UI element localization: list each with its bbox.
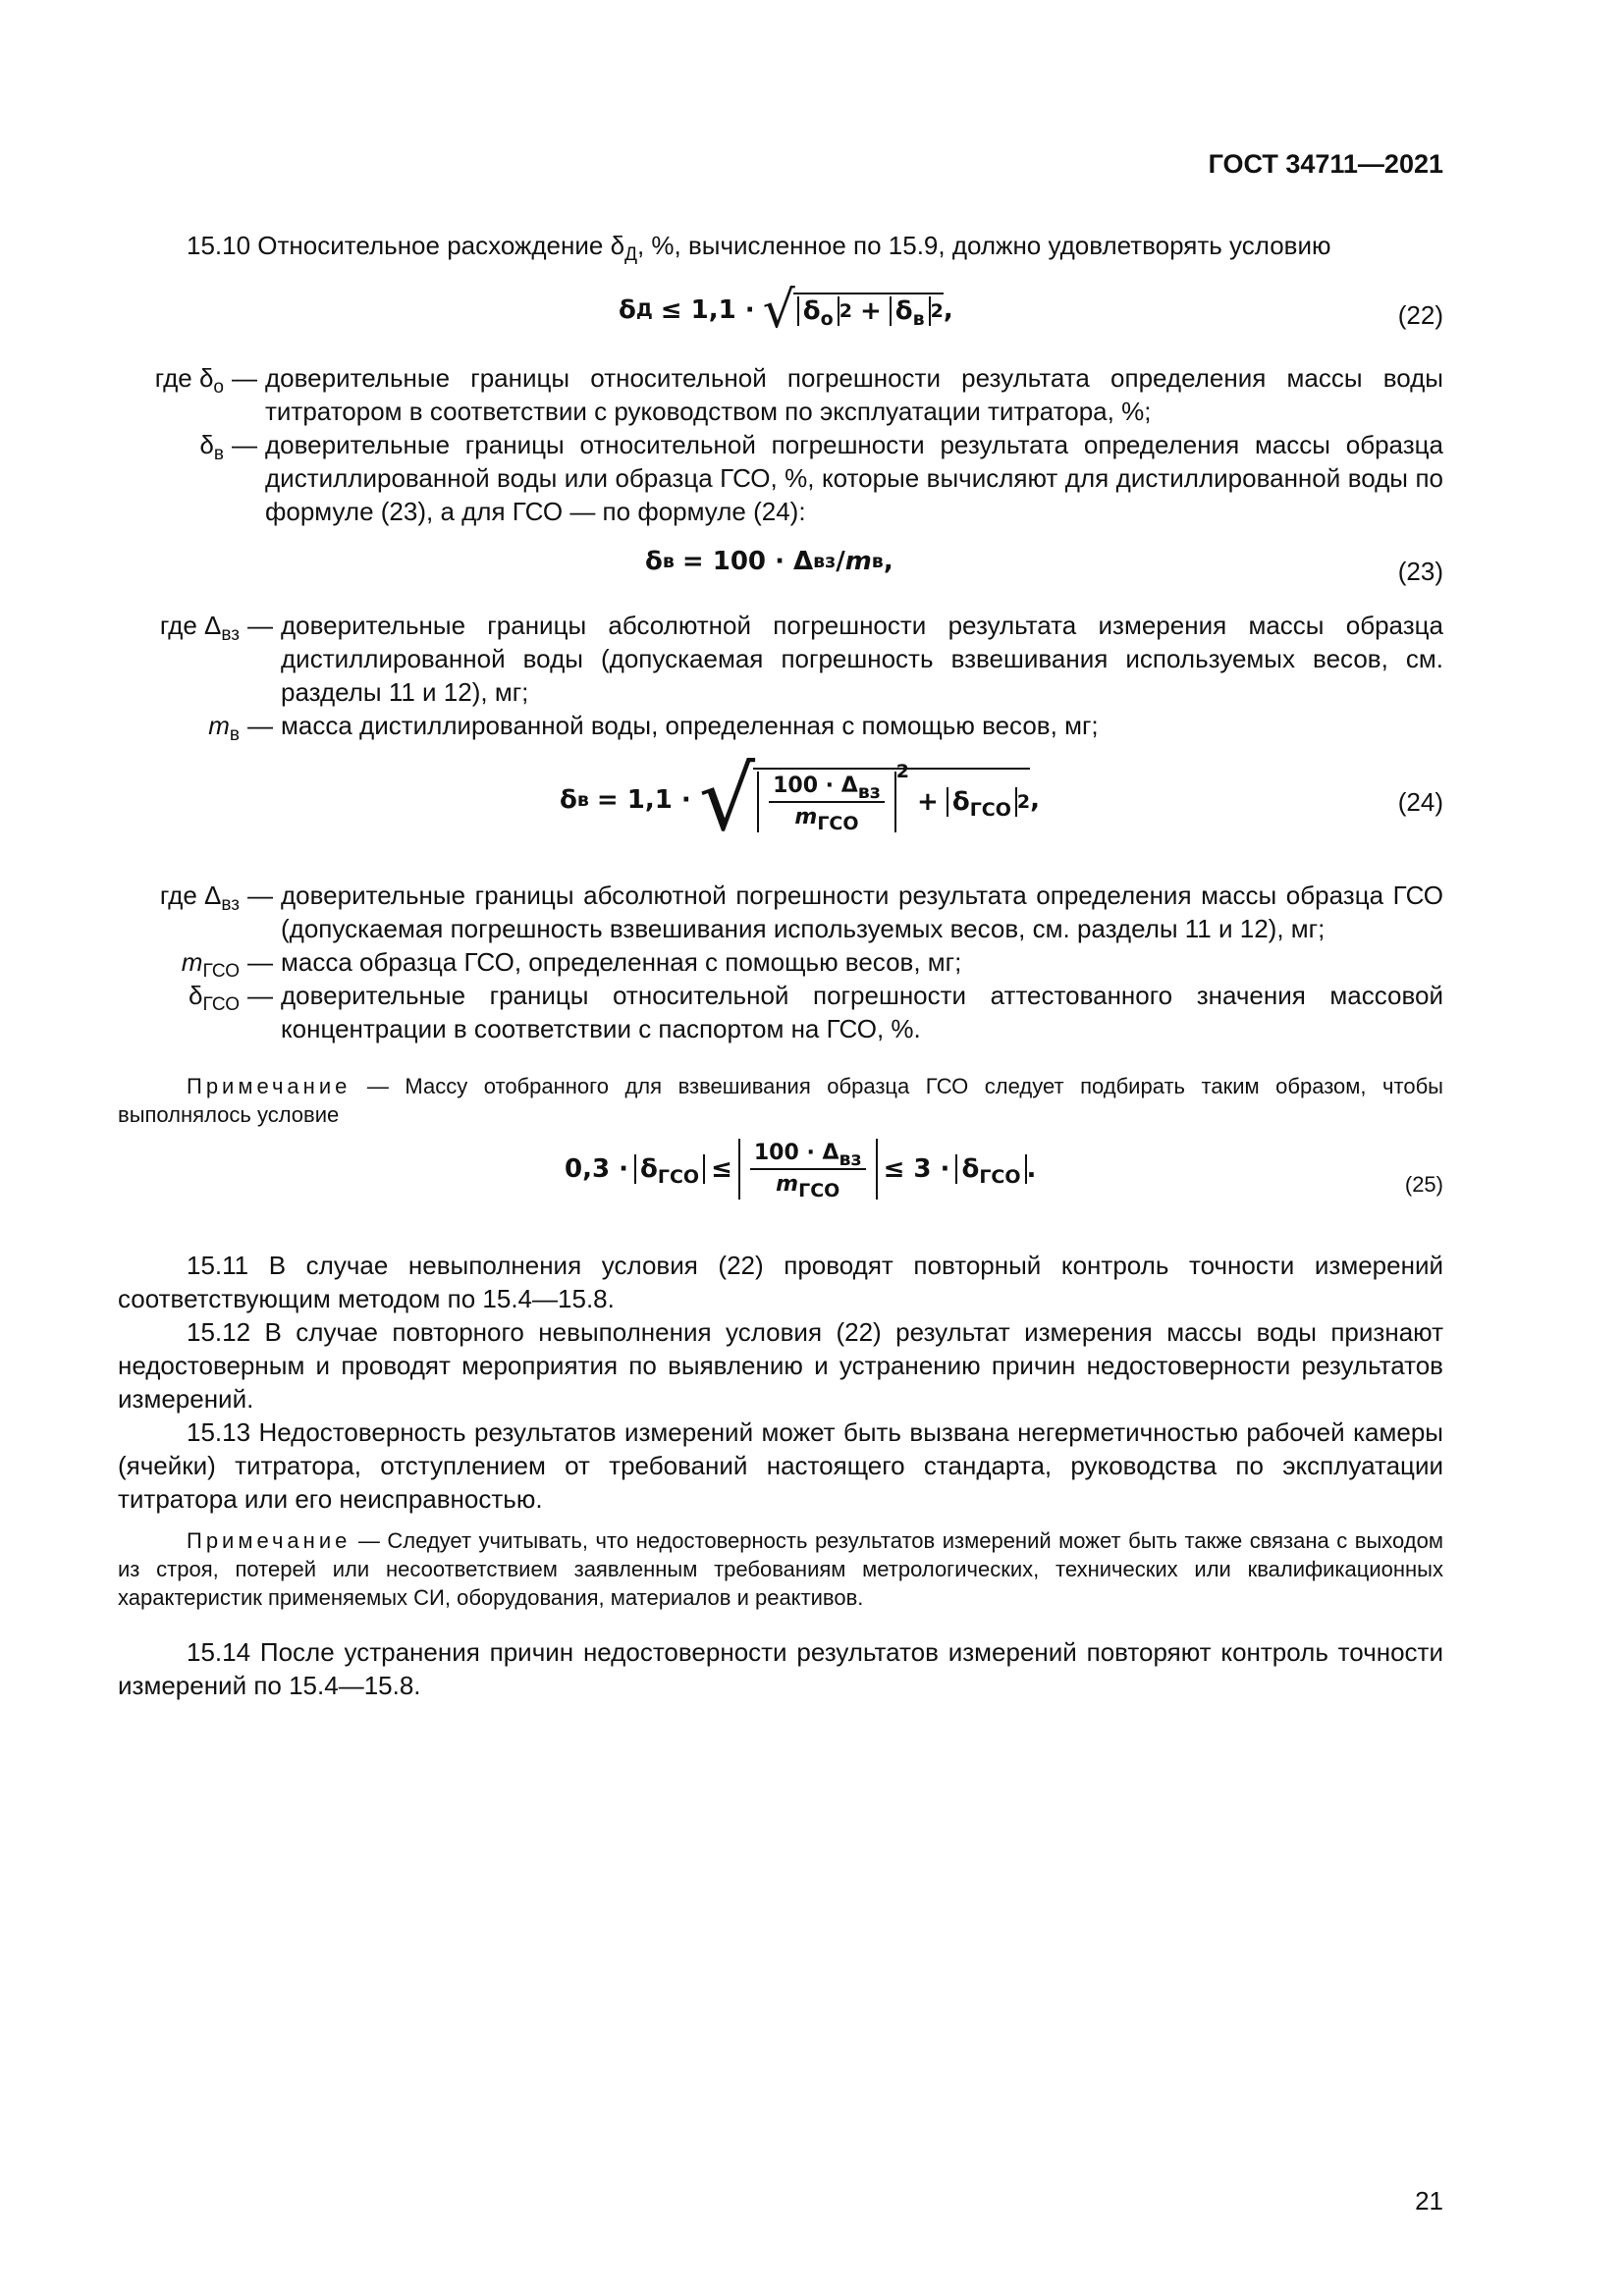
paragraph-15-14: 15.14 После устранения причин недостоверности результатов измерений повторяют контроль точности измерений по 15.4—15.8.: [118, 1637, 1443, 1700]
formula-24: [118, 748, 1443, 864]
definition-row: $\delta_в$ — доверительные границы относительной погрешности результата определения массы образца дистиллированной воды или образца ГСО, %, которые вычисляют для дистиллированной воды по формуле (23), а для ГСО — по формуле (24):: [199, 430, 1443, 526]
definition-row: где $\delta_о$ — доверительные границы относительной погрешности результата определения массы воды титратором в соответствии с руководством по эксплуатации титратора, %;: [154, 363, 1443, 426]
definitions-23: [118, 609, 1443, 745]
paragraph-15-12: 15.12 В случае повторного невыполнения условия (22) результат измерения массы воды признают недостоверным и проводят мероприятия по выявлению и устранению причин недостоверности результатов измерений.: [118, 1317, 1443, 1414]
formula-23-number: (23): [1397, 557, 1443, 586]
note-1: Примечание — Массу отобранного для взвешивания образца ГСО следует подбирать таким образом, чтобы выполнялось условие: [118, 1074, 1443, 1127]
formula-22-number: (22): [1397, 300, 1443, 330]
formula-22: [118, 275, 1443, 353]
paragraph-15-13: 15.13 Недостоверность результатов измерений может быть вызвана негерметичностью рабочей камеры (ячейки) титратора, отступлением от требований настоящего стандарта, руководства по эксплуатации титратора или его неисправностью.: [118, 1417, 1443, 1514]
formula-25-body: 0,3 · $\delta_{ГСО}$ ≤ $\frac{100 \cdot \Delta_{вз}}{m_{ГСО}}$ ≤ 3 · $\delta_{ГСО}$ .: [565, 1141, 1037, 1201]
formula-25-number: (25): [1404, 1172, 1443, 1197]
definition-row: где $\Delta_{вз}$ — доверительные границы абсолютной погрешности результата измерения массы образца дистиллированной воды (допускаемая погрешность взвешивания используемых весов, см. разделы 11 и 12), мг;: [159, 611, 1443, 707]
formula-24-body: δ в = 1,1 · √ $\frac{100 \cdot \Delta_{вз}}{m_{ГСО}}$ 2 + $\delta_{ГСО}$ 2 ,: [560, 748, 1041, 851]
paragraph-15-10: 15.10 Относительное расхождение $\delta_Д$, %, вычисленное по 15.9, должно удовлетворять условию: [187, 231, 1331, 265]
sqrt-symbol: √: [698, 748, 756, 851]
formula-24-number: (24): [1397, 787, 1443, 817]
formula-22-body: δ Д ≤ 1,1 · √ $\delta_о$ 2 + $\delta_в$ 2 ,: [619, 281, 953, 340]
definition-row: где $\Delta_{вз}$ — доверительные границы абсолютной погрешности результата определения массы образца ГСО (допускаемая погрешность взвешивания используемых весов, см. разделы 11 и 12), мг;: [159, 881, 1443, 943]
page-number: 21: [1415, 2186, 1443, 2216]
definitions-24: [118, 879, 1443, 1045]
definition-row: $m_в$ — масса дистиллированной воды, определенная с помощью весов, мг;: [208, 711, 1099, 745]
sqrt-symbol: √: [762, 281, 795, 340]
document-page: [118, 0, 1443, 2296]
definition-row: $\delta_{ГСО}$ — доверительные границы относительной погрешности аттестованного значения массовой концентрации в соответствии с паспортом на ГСО, %.: [188, 981, 1443, 1043]
formula-23-body: δ в = 100 · Δ вз / m в ,: [645, 547, 893, 576]
definitions-22: [118, 361, 1443, 528]
formula-25: [118, 1139, 1443, 1237]
definition-row: $m_{ГСО}$ — масса образца ГСО, определенная с помощью весов, мг;: [181, 947, 962, 982]
note-2: Примечание — Следует учитывать, что недостоверность результатов измерений может быть также связана с выходом из строя, потерей или несоответствием заявленным требованиям метрологических, технических или квалификационных характеристик применяемых СИ, оборудования, материалов и реактивов.: [118, 1528, 1443, 1610]
paragraph-15-11: 15.11 В случае невыполнения условия (22) проводят повторный контроль точности измерений соответствующим методом по 15.4—15.8.: [118, 1251, 1443, 1313]
standard-code: ГОСТ 34711—2021: [1208, 149, 1443, 179]
